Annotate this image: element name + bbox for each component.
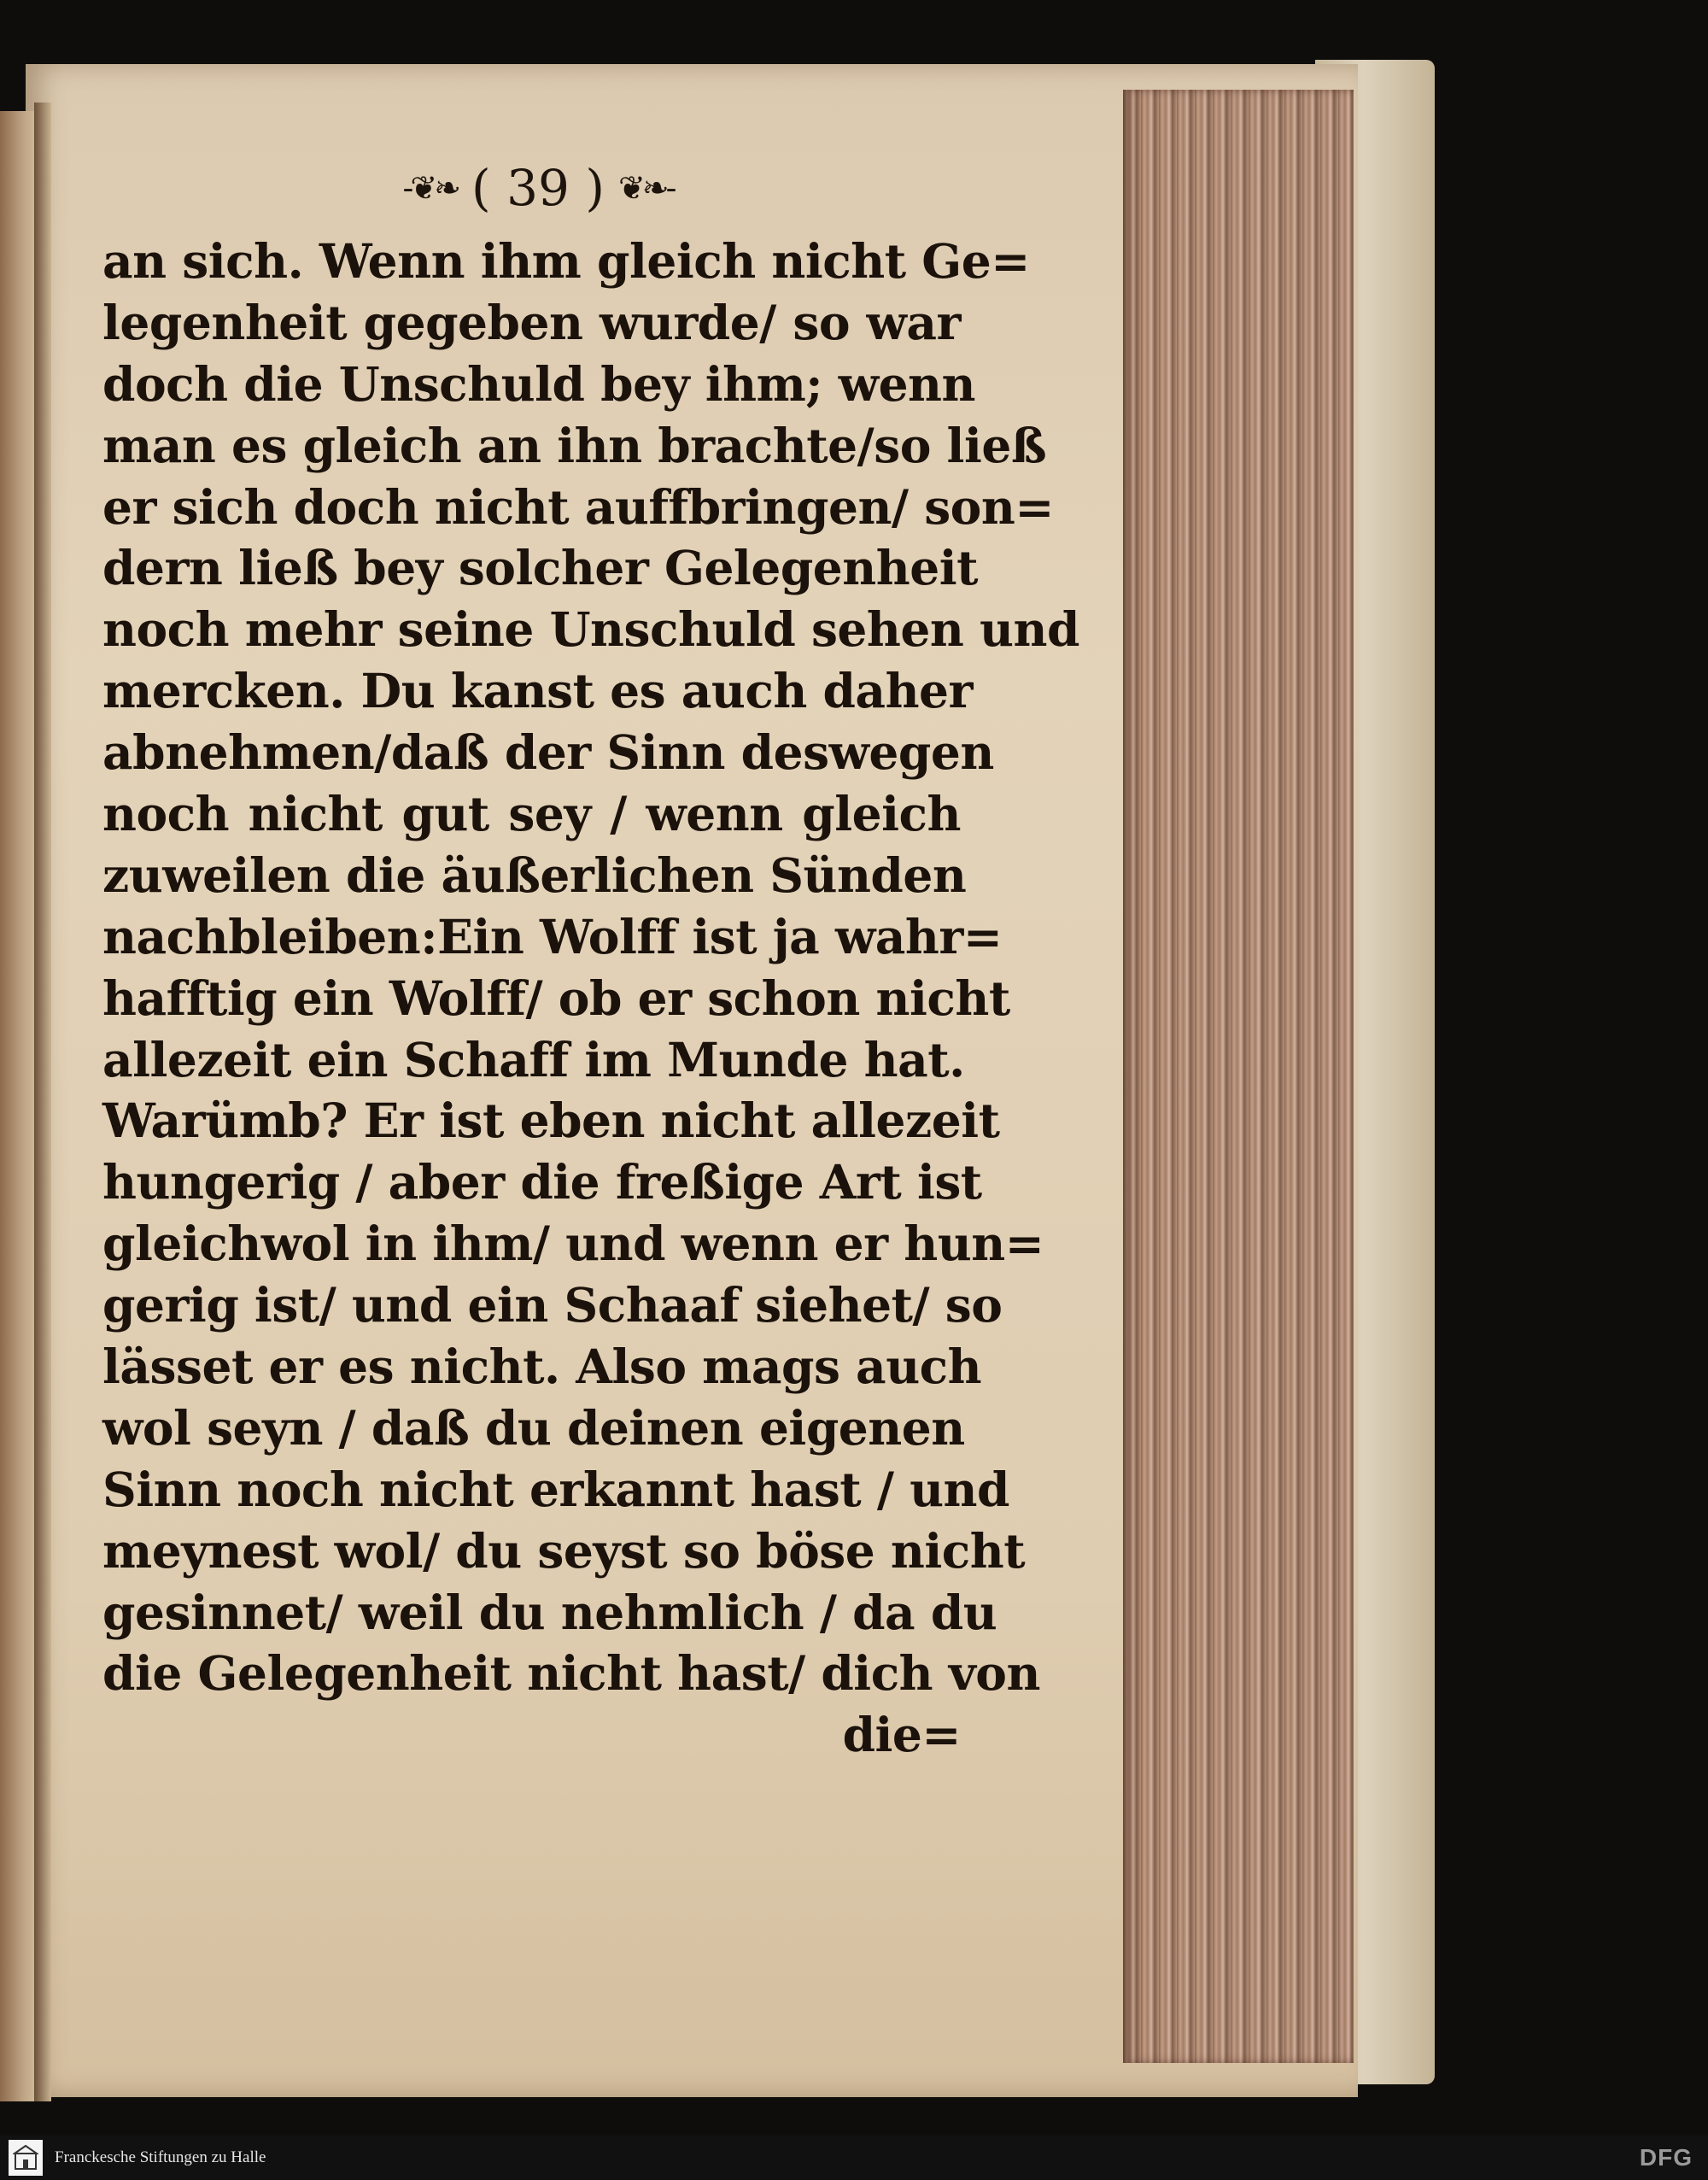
text-line: noch mehr seine Unschuld sehen und bbox=[102, 601, 1079, 658]
text-line: dern ließ bey solcher Gelegenheit bbox=[102, 540, 979, 596]
text-line: gleichwol in ihm/ und wenn er hun= bbox=[102, 1216, 1044, 1272]
page-header bbox=[350, 149, 726, 226]
text-line: abnehmen/daß der Sinn deswegen bbox=[102, 724, 994, 781]
text-line: man es gleich an ihn brachte/so ließ bbox=[102, 417, 1047, 473]
text-line: Warümb? Er ist eben nicht allezeit bbox=[102, 1093, 1000, 1149]
text-line: zuweilen die äußerlichen Sünden bbox=[102, 847, 967, 903]
institution-logo-icon bbox=[9, 2140, 43, 2176]
text-line: gesinnet/ weil du nehmlich / da du bbox=[102, 1584, 997, 1640]
dfg-badge: DFG bbox=[1639, 2144, 1693, 2171]
text-line: nachbleiben:Ein Wolff ist ja wahr= bbox=[102, 908, 1003, 964]
text-line: gerig ist/ und ein Schaaf siehet/ so bbox=[102, 1277, 1003, 1333]
right-ornament-icon: ❦❧- bbox=[617, 169, 674, 207]
institution-label: Franckesche Stiftungen zu Halle bbox=[55, 2148, 266, 2166]
page-stack-edges bbox=[1123, 90, 1354, 2063]
text-line: meynest wol/ du seyst so böse nicht bbox=[102, 1522, 1026, 1579]
book-gutter bbox=[34, 103, 51, 2101]
text-line: Sinn noch nicht erkannt hast / und bbox=[102, 1461, 1009, 1517]
text-line: mercken. Du kanst es auch daher bbox=[102, 663, 974, 719]
text-line: allezeit ein Schaff im Munde hat. bbox=[102, 1031, 965, 1087]
text-line: an sich. Wenn ihm gleich nicht Ge= bbox=[102, 233, 1030, 289]
catchword: die= bbox=[842, 1707, 961, 1763]
text-line: er sich doch nicht auffbringen/ son= bbox=[102, 478, 1054, 535]
body-text bbox=[102, 231, 1079, 1766]
text-line: doch die Unschuld bey ihm; wenn bbox=[102, 355, 976, 412]
text-line: lässet er es nicht. Also mags auch bbox=[102, 1339, 982, 1395]
page-number: ( 39 ) bbox=[471, 159, 605, 217]
text-line: hafftig ein Wolff/ ob er schon nicht bbox=[102, 970, 1010, 1026]
text-line: die Gelegenheit nicht hast/ dich von bbox=[102, 1645, 1040, 1702]
left-ornament-icon: -❦❧ bbox=[402, 169, 459, 207]
text-line: wol seyn / daß du deinen eigenen bbox=[102, 1399, 965, 1456]
text-line: noch nicht gut sey / wenn gleich bbox=[102, 786, 961, 842]
text-line: legenheit gegeben wurde/ so war bbox=[102, 294, 961, 350]
viewer-footer bbox=[0, 2136, 1708, 2180]
text-line: hungerig / aber die freßige Art ist bbox=[102, 1154, 982, 1210]
